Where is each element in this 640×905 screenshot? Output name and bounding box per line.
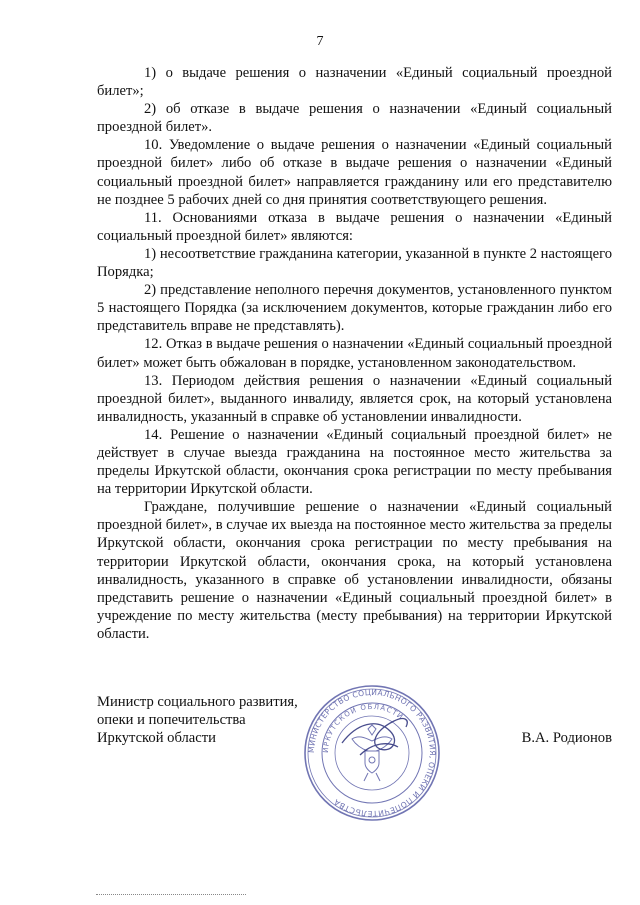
seal-outer-text: МИНИСТЕРСТВО СОЦИАЛЬНОГО РАЗВИТИЯ, ОПЕКИ И ПОПЕЧИТЕЛЬСТВА xyxy=(306,687,438,819)
signer-name: В.А. Родионов xyxy=(521,730,612,746)
handwritten-signature xyxy=(342,719,407,755)
footer-divider xyxy=(96,894,246,895)
paragraph-citizens: Граждане, получившие решение о назначении «Единый социальный проездной билет», в случае их выезда на постоянное место жительства за пределы Иркутской области, окончания срока регистрации по месту пребывания на территории Иркутской области, окончания срока, на который установлена инвалидность, указанного в справке об установлении инвалидности, обязаны представить решение о назначении «Единый социальный проездной билет» в учреждение по месту жительства (месту пребывания) на территории Иркутской области. xyxy=(97,499,612,642)
document-body xyxy=(97,64,612,643)
paragraph-12: 12. Отказ в выдаче решения о назначении «Единый социальный проездной билет» может быть обжалован в порядке, установленном законодательством. xyxy=(97,336,612,371)
paragraph-14: 14. Решение о назначении «Единый социальный проездной билет» не действует в случае выезда гражданина на постоянное место жительства за пределы Иркутской области, окончания срока регистрации по месту пребывания на территории Иркутской области. xyxy=(97,426,612,498)
paragraph-10: 10. Уведомление о выдаче решения о назначении «Единый социальный проездной билет» либо об отказе в выдаче решения о назначении «Единый социальный проездной билет» направляется гражданину или его представителю не позднее 5 рабочих дней со дня принятия соответствующего решения. xyxy=(97,137,612,208)
page-number: 7 xyxy=(316,34,324,49)
paragraph-11-item-1: 1) несоответствие гражданина категории, указанной в пункте 2 настоящего Порядка; xyxy=(97,245,612,281)
signer-title xyxy=(97,693,327,747)
seal-inner-text: ИРКУТСКОЙ ОБЛАСТИ xyxy=(321,702,406,754)
coat-of-arms-icon xyxy=(352,725,392,781)
paragraph-13: 13. Периодом действия решения о назначении «Единый социальный проездной билет», выданного инвалиду, является срок, на который установлена инвалидность, указанный в справке об установлении инвалидности. xyxy=(97,372,612,425)
paragraph-11: 11. Основаниями отказа в выдаче решения о назначении «Единый социальный проездной билет» являются: xyxy=(97,209,612,244)
signer-title-line: Иркутской области xyxy=(97,730,216,747)
signer-title-line: опеки и попечительства xyxy=(97,712,246,729)
official-seal-stamp xyxy=(302,683,442,823)
paragraph-11-item-2: 2) представление неполного перечня документов, установленного пунктом 5 настоящего Порядка (за исключением документов, которые гражданин либо его представитель вправе не представлять). xyxy=(97,282,612,335)
paragraph-item-2: 2) об отказе в выдаче решения о назначении «Единый социальный проездной билет». xyxy=(97,101,612,136)
signature-block xyxy=(97,687,612,843)
signer-title-line: Министр социального развития, xyxy=(97,694,298,710)
paragraph-item-1: 1) о выдаче решения о назначении «Единый социальный проездной билет»; xyxy=(97,65,612,100)
